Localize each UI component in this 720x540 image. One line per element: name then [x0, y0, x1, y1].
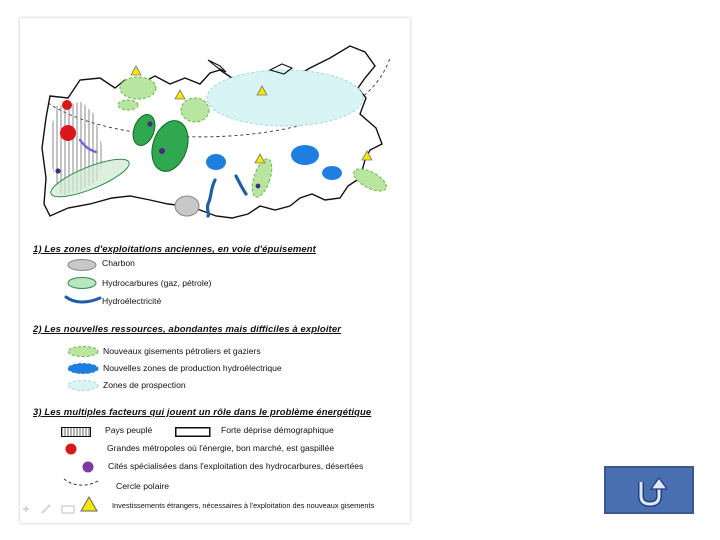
- coal-symbol: [67, 259, 97, 271]
- legend-hydroelectricity-label: Hydroélectricité: [102, 296, 162, 306]
- prospection-zone: [207, 70, 363, 126]
- new-hydro-symbol: [66, 362, 100, 375]
- hydrocarbons-symbol: [67, 277, 97, 289]
- new-oil-gas-field: [120, 77, 156, 99]
- russia-energy-map: [20, 18, 410, 243]
- legend-new-hydro-label: Nouvelles zones de production hydroélectrique: [103, 363, 282, 373]
- investment-symbol: [79, 496, 99, 512]
- hydrocarbon-city-dot: [147, 121, 152, 126]
- coal-zone: [175, 196, 199, 216]
- new-hydro-zone: [291, 145, 319, 165]
- legend-metropolis-label: Grandes métropoles où l'énergie, bon marché, est gaspillée: [107, 443, 335, 453]
- depopulation-symbol: [175, 427, 211, 437]
- legend-city-label: Cités spécialisées dans l'exploitation des hydrocarbures, désertées: [108, 461, 364, 471]
- new-oil-gas-field: [118, 100, 138, 110]
- foreign-investment-triangle: [362, 151, 372, 160]
- map-slide: [20, 18, 410, 523]
- legend-investment-label: Investissements étrangers, nécessaires à l'exploitation des nouveaux gisements: [112, 501, 375, 510]
- hydrocarbon-city-dot: [55, 168, 60, 173]
- hydrocarbon-city-dot: [159, 148, 165, 154]
- polar-circle-symbol: [62, 476, 102, 490]
- prospection-symbol: [66, 379, 100, 392]
- legend-depopulation-label: Forte déprise démographique: [221, 425, 334, 435]
- new-hydro-zone: [322, 166, 342, 180]
- hydroelectricity-line: [207, 180, 215, 216]
- metropolis-symbol: [64, 442, 78, 456]
- u-turn-arrow-icon: [633, 474, 667, 508]
- slide-toolbar: [20, 502, 80, 516]
- hydrocarbon-city-dot: [256, 184, 261, 189]
- foreign-investment-triangle: [175, 90, 185, 99]
- new-oil-gas-field: [181, 98, 209, 122]
- legend-polar-label: Cercle polaire: [116, 481, 170, 491]
- new-fields-symbol: [66, 345, 100, 358]
- legend-new-fields-label: Nouveaux gisements pétroliers et gaziers: [103, 346, 261, 356]
- foreign-investment-triangle: [131, 66, 141, 75]
- new-hydro-zone: [206, 154, 226, 170]
- legend-section-3-title: 3) Les multiples facteurs qui jouent un rôle dans le problème énergétique: [33, 407, 372, 418]
- hydroelectricity-symbol: [64, 294, 102, 306]
- city-symbol: [81, 460, 95, 474]
- legend-section-1-title: 1) Les zones d'exploitations anciennes, en voie d'épuisement: [33, 244, 316, 255]
- metropolis-dot: [62, 100, 72, 110]
- legend-hydrocarbons-label: Hydrocarbures (gaz, pétrole): [102, 278, 212, 288]
- legend-populated-label: Pays peuplé: [105, 425, 153, 435]
- legend-prospection-label: Zones de prospection: [103, 380, 186, 390]
- back-button[interactable]: [604, 466, 694, 514]
- populated-country-symbol: [61, 427, 91, 437]
- hydroelectricity-line: [236, 176, 246, 194]
- legend-section-2-title: 2) Les nouvelles ressources, abondantes mais difficiles à exploiter: [33, 324, 342, 335]
- foreign-investment-triangle: [255, 154, 265, 163]
- legend-coal-label: Charbon: [102, 258, 135, 268]
- metropolis-dot: [60, 125, 76, 141]
